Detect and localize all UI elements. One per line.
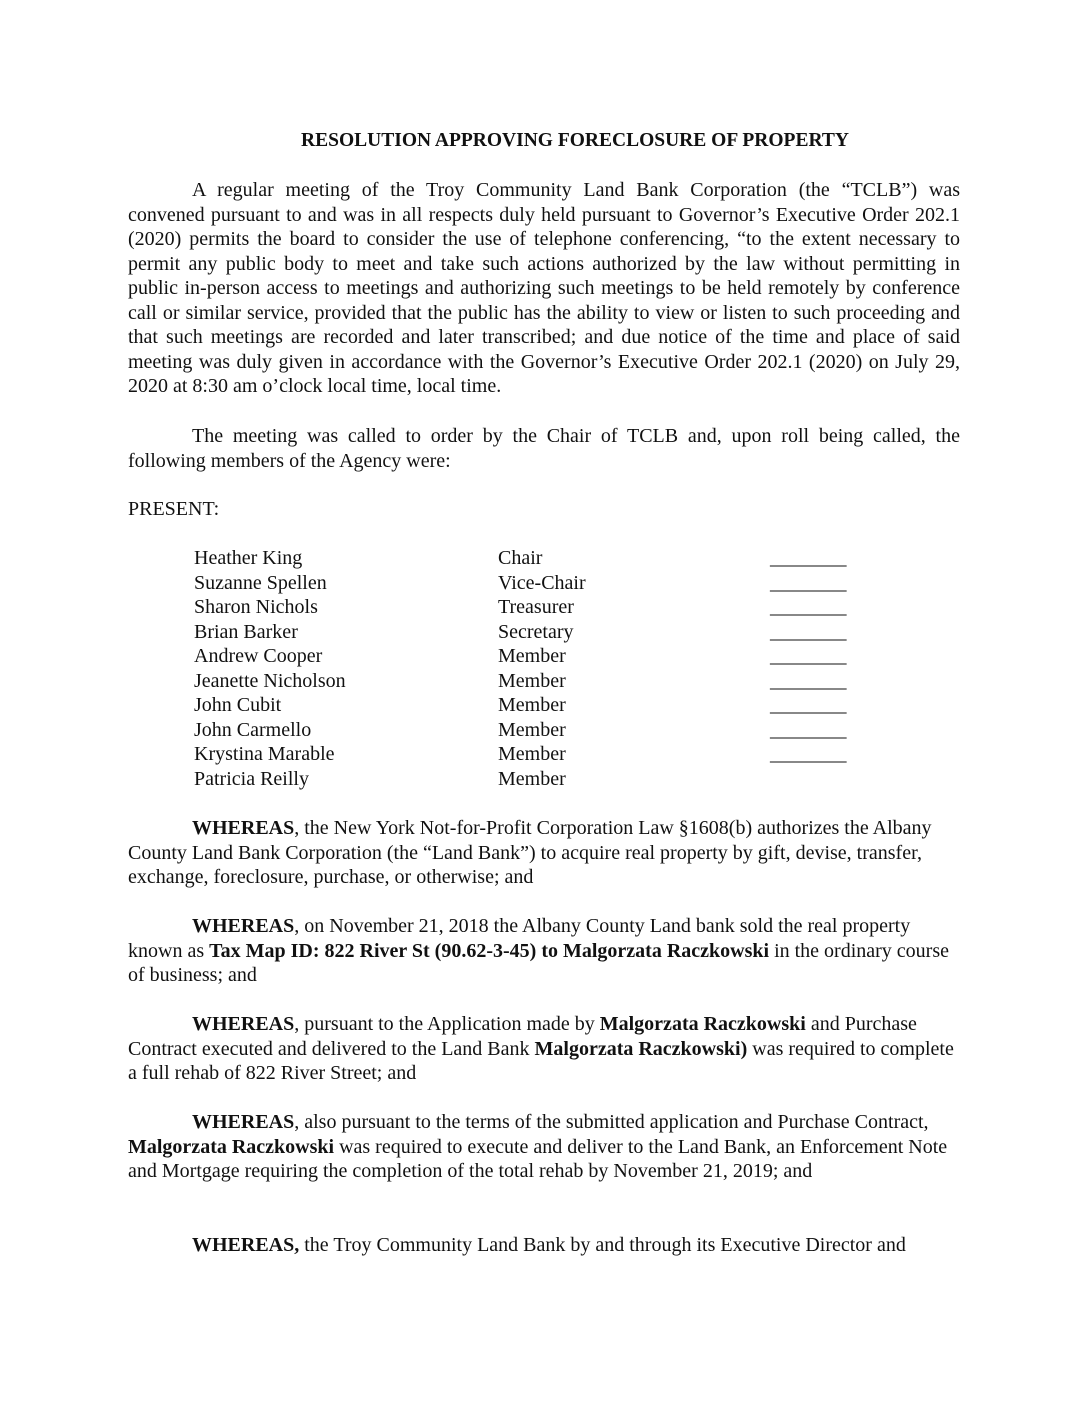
member-role: Member (498, 669, 566, 692)
member-signature-line: ________ (770, 571, 846, 594)
member-role: Member (498, 743, 566, 765)
member-role: Member (498, 718, 566, 741)
member-name: John Carmello (194, 718, 312, 741)
member-role: Treasurer (498, 596, 574, 618)
member-signature-line: ________ (770, 669, 846, 692)
member-row (194, 718, 894, 743)
whereas-paragraph-5 (128, 1233, 960, 1258)
member-name: Patricia Reilly (194, 767, 309, 790)
member-name: Krystina Marable (194, 743, 335, 765)
member-role: Member (498, 645, 566, 667)
whereas-text: , pursuant to the Application made by (294, 1013, 600, 1035)
member-role: Chair (498, 547, 543, 569)
member-row (194, 546, 894, 571)
member-name: Sharon Nichols (194, 596, 318, 618)
intro-paragraph: A regular meeting of the Troy Community Land Bank Corporation (the “TCLB”) was convened pursuant to and was in all respects duly held pursuant to Governor’s Executive Order 202.1 (2020) permits the board to consider the use of telephone conferencing, “to the extent necessary to permit any public body to meet and take such actions authorized by the law without permitting in public in-person access to meetings and authorizing such meetings to be held remotely by conference call or similar service, provided that the public has the ability to view or listen to such proceeding and that such meetings are recorded and later transcribed; and due notice of the time and place of said meeting was duly given in accordance with the Governor’s Executive Order 202.1 (2020) on July 29, 2020 at 8:30 am o’clock local time, local time. (128, 179, 960, 397)
buyer-name: Malgorzata Raczkowski (128, 1135, 335, 1158)
whereas-paragraph-3 (128, 1012, 960, 1086)
buyer-name: Malgorzata Raczkowski) (534, 1037, 748, 1060)
member-row (194, 644, 894, 669)
whereas-label: WHEREAS (192, 1111, 295, 1133)
member-name: John Cubit (194, 694, 282, 716)
tax-map-reference: Tax Map ID: 822 River St (90.62-3-45) to Malgorzata Raczkowski (209, 939, 770, 962)
buyer-name: Malgorzata Raczkowski (599, 1013, 806, 1035)
member-signature-line: ________ (770, 620, 846, 643)
whereas-text: , the New York Not-for-Profit Corporation Law §1608(b) authorizes the Albany County Land Bank Corporation (the “Land Bank”) to acquire real property by gift, devise, transfer, exchange, foreclosure, purchase, or otherwise; and (128, 817, 932, 888)
whereas-text: and Purchase Contract executed and delivered to the Land Bank (128, 1013, 917, 1060)
whereas-paragraph-1 (128, 816, 960, 890)
member-role: Member (498, 767, 566, 790)
roll-call-paragraph: The meeting was called to order by the Chair of TCLB and, upon roll being called, the following members of the Agency were: (128, 425, 960, 472)
document-title: RESOLUTION APPROVING FORECLOSURE OF PROPERTY (301, 130, 849, 151)
present-label: PRESENT: (128, 498, 220, 520)
whereas-label: WHEREAS, (192, 1234, 300, 1256)
whereas-label: WHEREAS (192, 915, 295, 937)
member-signature-line: ________ (770, 645, 846, 667)
member-row (194, 693, 894, 718)
member-row (194, 742, 894, 767)
member-row (194, 669, 894, 694)
members-list (194, 546, 894, 791)
member-name: Jeanette Nicholson (194, 669, 346, 692)
whereas-text: , on November 21, 2018 the Albany County Land bank sold the real property known as (128, 915, 911, 962)
member-signature-line: ________ (770, 694, 846, 716)
member-row (194, 767, 894, 792)
member-role: Vice-Chair (498, 571, 586, 594)
whereas-text: was required to complete a full rehab of 822 River Street; and (128, 1037, 954, 1084)
whereas-text: the Troy Community Land Bank by and through its Executive Director and (299, 1234, 906, 1256)
member-signature-line: ________ (770, 718, 846, 741)
member-signature-line: ________ (770, 743, 846, 765)
whereas-text: , also pursuant to the terms of the submitted application and Purchase Contract, (294, 1111, 929, 1133)
member-role: Secretary (498, 620, 574, 643)
member-name: Andrew Cooper (194, 645, 323, 667)
whereas-label: WHEREAS (192, 817, 295, 839)
member-row (194, 620, 894, 645)
whereas-text: was required to execute and deliver to the Land Bank, an Enforcement Note and Mortgage requiring the completion of the total rehab by November 21, 2019; and (128, 1135, 948, 1182)
member-name: Heather King (194, 547, 303, 569)
whereas-paragraph-4 (128, 1110, 960, 1184)
member-signature-line: ________ (770, 547, 846, 569)
member-row (194, 595, 894, 620)
whereas-paragraph-2 (128, 914, 960, 988)
member-row (194, 571, 894, 596)
member-name: Suzanne Spellen (194, 571, 327, 594)
whereas-label: WHEREAS (192, 1013, 295, 1035)
member-signature-line: ________ (770, 596, 846, 618)
member-name: Brian Barker (194, 620, 298, 643)
member-role: Member (498, 694, 566, 716)
whereas-text: in the ordinary course of business; and (128, 939, 950, 986)
